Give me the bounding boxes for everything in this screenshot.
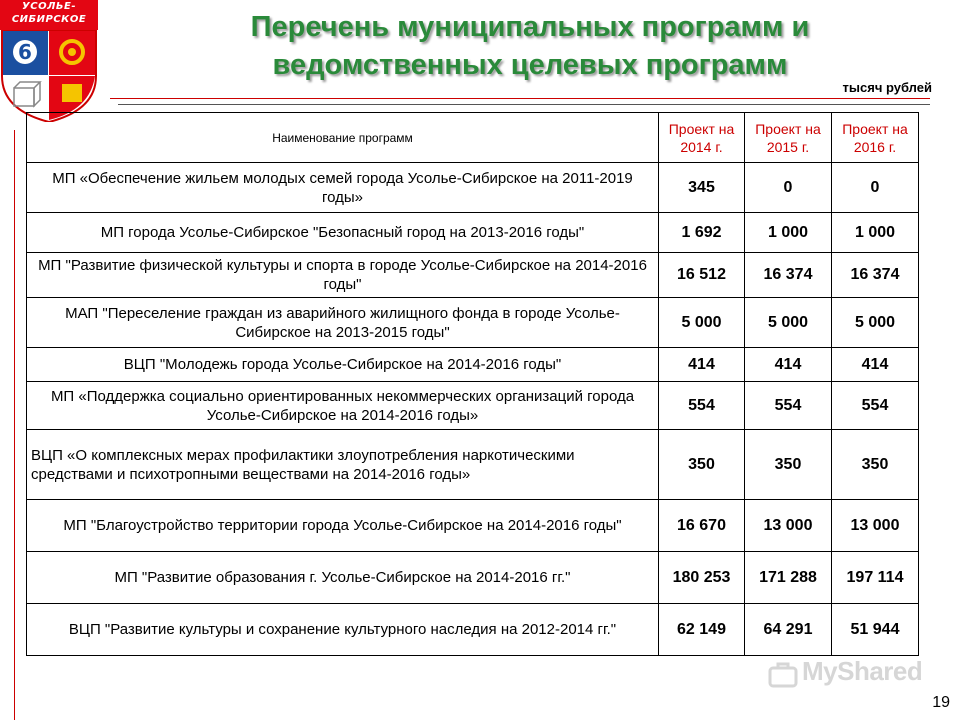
table-row [27, 348, 919, 382]
page-number: 19 [932, 694, 950, 711]
table-row [27, 500, 919, 552]
units-label: тысяч рублей [842, 80, 932, 95]
page-title-line2: ведомственных целевых программ [272, 49, 788, 81]
value-2014: 16 670 [659, 500, 745, 552]
crest-text-line2: СИБИРСКОЕ [11, 14, 87, 25]
svg-text:6: 6 [18, 40, 32, 64]
table-row [27, 213, 919, 253]
value-2015: 171 288 [745, 552, 832, 604]
header-2016: Проект на 2016 г. [832, 113, 919, 163]
value-2016: 51 944 [832, 604, 919, 656]
value-2016: 554 [832, 382, 919, 430]
value-2014: 5 000 [659, 298, 745, 348]
value-2014: 554 [659, 382, 745, 430]
value-2016: 197 114 [832, 552, 919, 604]
program-name: МП "Развитие образования г. Усолье-Сибирское на 2014-2016 гг." [27, 552, 659, 604]
value-2014: 180 253 [659, 552, 745, 604]
value-2015: 13 000 [745, 500, 832, 552]
crest-text-line1: УСОЛЬЕ- [22, 1, 76, 12]
value-2015: 414 [745, 348, 832, 382]
value-2015: 1 000 [745, 213, 832, 253]
value-2014: 62 149 [659, 604, 745, 656]
program-name: МП «Поддержка социально ориентированных некоммерческих организаций города Усолье-Сибирское на 2014-2016 годы» [27, 382, 659, 430]
table-row [27, 163, 919, 213]
program-name: МП «Обеспечение жильем молодых семей города Усолье-Сибирское на 2011-2019 годы» [27, 163, 659, 213]
table-row [27, 382, 919, 430]
value-2014: 414 [659, 348, 745, 382]
page-title-line1: Перечень муниципальных программ и [250, 11, 810, 43]
table-row [27, 298, 919, 348]
program-name: МП "Развитие физической культуры и спорта в городе Усолье-Сибирское на 2014-2016 годы" [27, 253, 659, 298]
value-2014: 345 [659, 163, 745, 213]
value-2016: 5 000 [832, 298, 919, 348]
value-2015: 554 [745, 382, 832, 430]
program-name: МАП "Переселение граждан из аварийного жилищного фонда в городе Усолье-Сибирское на 2013-2015 годы" [27, 298, 659, 348]
program-name: ВЦП "Молодежь города Усолье-Сибирское на 2014-2016 годы" [27, 348, 659, 382]
table-header-row [27, 113, 919, 163]
value-2015: 0 [745, 163, 832, 213]
table-row [27, 552, 919, 604]
value-2014: 16 512 [659, 253, 745, 298]
programs-table [26, 112, 919, 656]
header-2014: Проект на 2014 г. [659, 113, 745, 163]
value-2014: 1 692 [659, 213, 745, 253]
crest-banner [0, 0, 98, 30]
divider-dark [118, 104, 930, 105]
program-name: МП "Благоустройство территории города Усолье-Сибирское на 2014-2016 годы" [27, 500, 659, 552]
value-2016: 350 [832, 430, 919, 500]
page-title [150, 8, 910, 84]
header-2015: Проект на 2015 г. [745, 113, 832, 163]
value-2014: 350 [659, 430, 745, 500]
value-2015: 350 [745, 430, 832, 500]
program-name: ВЦП "Развитие культуры и сохранение культурного наследия на 2012-2014 гг." [27, 604, 659, 656]
table-row [27, 253, 919, 298]
value-2015: 5 000 [745, 298, 832, 348]
table-row [27, 430, 919, 500]
value-2016: 0 [832, 163, 919, 213]
crest-shield-icon [0, 30, 98, 122]
program-name: ВЦП «О комплексных мерах профилактики злоупотребления наркотическими средствами и психотропными веществами на 2014-2016 годы» [27, 430, 659, 500]
value-2015: 16 374 [745, 253, 832, 298]
value-2016: 414 [832, 348, 919, 382]
value-2016: 16 374 [832, 253, 919, 298]
value-2016: 1 000 [832, 213, 919, 253]
value-2016: 13 000 [832, 500, 919, 552]
left-accent-line [14, 130, 15, 720]
header-name: Наименование программ [27, 113, 659, 163]
watermark-text: MyShared [802, 656, 923, 686]
watermark-logo-icon [768, 660, 798, 688]
divider-red [110, 98, 930, 99]
city-crest [0, 0, 98, 120]
program-name: МП города Усолье-Сибирское "Безопасный город на 2013-2016 годы" [27, 213, 659, 253]
value-2015: 64 291 [745, 604, 832, 656]
table-row [27, 604, 919, 656]
